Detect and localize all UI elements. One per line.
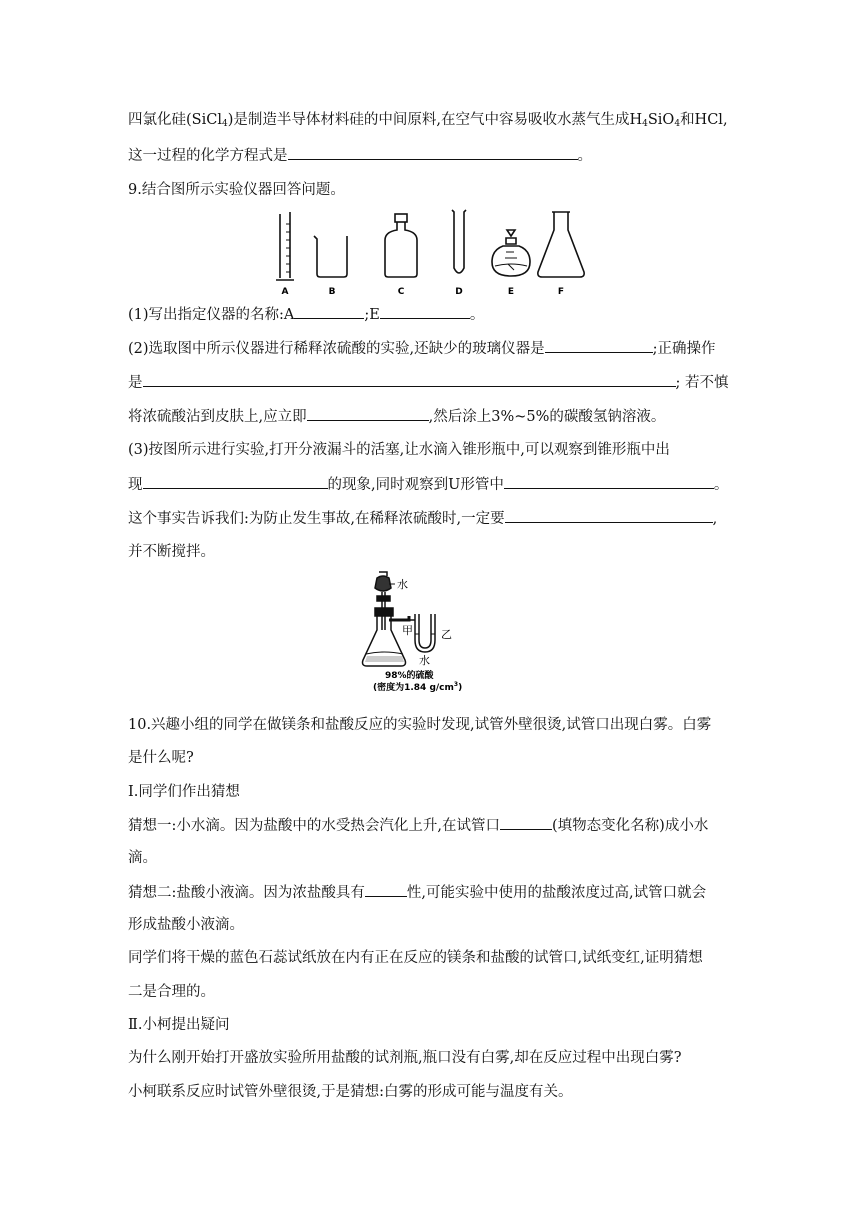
test-tube-icon [452,210,466,273]
answer-blank-e[interactable] [380,304,470,319]
text: 四氯化硅(SiCl [128,112,222,128]
superscript: 3 [453,681,459,688]
q10-para-4: 小柯联系反应时试管外壁很烫,于是猜想:白雾的形成可能与温度有关。 [128,1084,573,1100]
text: 和HCl, [680,112,728,128]
text: 。 [713,477,729,493]
q9-sub2-line1 [128,338,716,359]
answer-blank-a[interactable] [294,304,364,319]
acid-label: 98%的硫酸 [385,671,434,681]
density-label [373,681,462,693]
text: (填物态变化名称)成小水 [552,818,709,834]
answer-blank-equation[interactable] [288,145,578,160]
text: 性,可能实验中使用的盐酸浓度过高,试管口就会 [406,885,707,901]
beaker-icon [314,236,347,277]
q10-heading-1: Ⅰ.同学们作出猜想 [128,784,240,800]
q10-guess2-line2: 形成盐酸小液滴。 [128,917,244,933]
text: SiO [647,112,675,128]
q9-stem: 9.结合图所示实验仪器回答问题。 [128,182,345,198]
label-d: D [455,287,463,297]
text: 这一过程的化学方程式是 [128,148,288,164]
sicl4-line-2 [128,145,592,166]
answer-blank-property[interactable] [365,882,407,897]
q9-sub2-line2 [128,372,729,393]
water-u-tube-label: 水 [419,654,430,667]
text: ,然后涂上3%~5%的碳酸氢钠溶液。 [428,409,666,425]
reagent-bottle-icon [385,214,417,277]
q10-guess2-line1 [128,882,706,903]
text: 猜想二:盐酸小液滴。因为浓盐酸具有 [128,885,365,901]
q9-sub3-line3 [128,508,717,529]
text: , [712,511,718,527]
subscript: 4 [221,119,228,129]
answer-blank-correct-operation[interactable] [143,372,676,387]
q10-stem-1: 10.兴趣小组的同学在做镁条和盐酸反应的实验时发现,试管外壁很烫,试管口出现白雾。白雾 [128,717,712,733]
text: ; 若不慎 [675,375,729,391]
conical-flask-icon [538,212,584,277]
text: (2)选取图中所示仪器进行稀释浓硫酸的实验,还缺少的玻璃仪器是 [128,341,545,357]
text: ;E [364,307,380,323]
answer-blank-dilution-rule[interactable] [505,508,713,523]
text: 这个事实告诉我们:为防止发生事故,在稀释浓硫酸时,一定要 [128,511,505,527]
q10-guess1-line1 [128,815,708,836]
text: ;正确操作 [652,341,716,357]
label-jia: 甲 [402,624,413,637]
q9-sub1 [128,304,484,325]
conical-flask-icon [363,608,406,666]
dilution-experiment-figure [355,568,515,696]
label-b: B [328,287,336,297]
answer-blank-missing-glassware[interactable] [545,338,653,353]
label-e: E [507,287,515,297]
answer-blank-first-aid[interactable] [307,406,429,421]
text: ) [458,683,463,693]
q9-sub2-line3 [128,406,665,427]
q9-sub3-line1: (3)按图所示进行实验,打开分液漏斗的活塞,让水滴入锥形瓶中,可以观察到锥形瓶中出 [128,442,670,458]
answer-blank-state-change[interactable] [500,815,552,830]
label-c: C [397,287,405,297]
answer-blank-u-tube-phenomenon[interactable] [504,474,714,489]
text: 是 [128,375,143,391]
q10-stem-2: 是什么呢? [128,750,194,766]
q10-para-1: 同学们将干燥的蓝色石蕊试纸放在内有正在反应的镁条和盐酸的试管口,试纸变红,证明猜想 [128,950,703,966]
q10-guess1-line2: 滴。 [128,850,157,866]
label-yi: 乙 [441,628,452,641]
text: 。 [469,307,485,323]
graduated-cylinder-icon [276,212,294,280]
label-f: F [557,287,565,297]
subscript: 4 [674,119,681,129]
q10-para-3: 为什么刚开始打开盛放实验所用盐酸的试剂瓶,瓶口没有白雾,却在反应过程中出现白雾? [128,1050,682,1066]
q10-heading-2: Ⅱ.小柯提出疑问 [128,1017,230,1033]
text: 的现象,同时观察到U形管中 [327,477,504,493]
alcohol-lamp-icon [492,230,530,276]
text: (密度为1.84 g/cm [373,683,454,693]
q9-sub3-line4: 并不断搅拌。 [128,544,215,560]
q9-sub3-line2 [128,474,728,495]
water-funnel-label: 水 [397,578,408,591]
subscript: 4 [642,119,648,129]
label-a: A [281,287,289,297]
text: (1)写出指定仪器的名称:A [128,307,295,323]
text: 将浓硫酸沾到皮肤上,应立即 [128,409,307,425]
text: )是制造半导体材料硅的中间原料,在空气中容易吸收水蒸气生成H [227,112,643,128]
q10-para-2: 二是合理的。 [128,984,215,1000]
text: 现 [128,477,143,493]
sicl4-line-1 [128,110,728,130]
text: 。 [577,148,592,164]
answer-blank-flask-phenomenon[interactable] [143,474,328,489]
apparatus-figure [270,204,590,300]
u-tube-icon [415,614,435,652]
text: 猜想一:小水滴。因为盐酸中的水受热会汽化上升,在试管口 [128,818,500,834]
